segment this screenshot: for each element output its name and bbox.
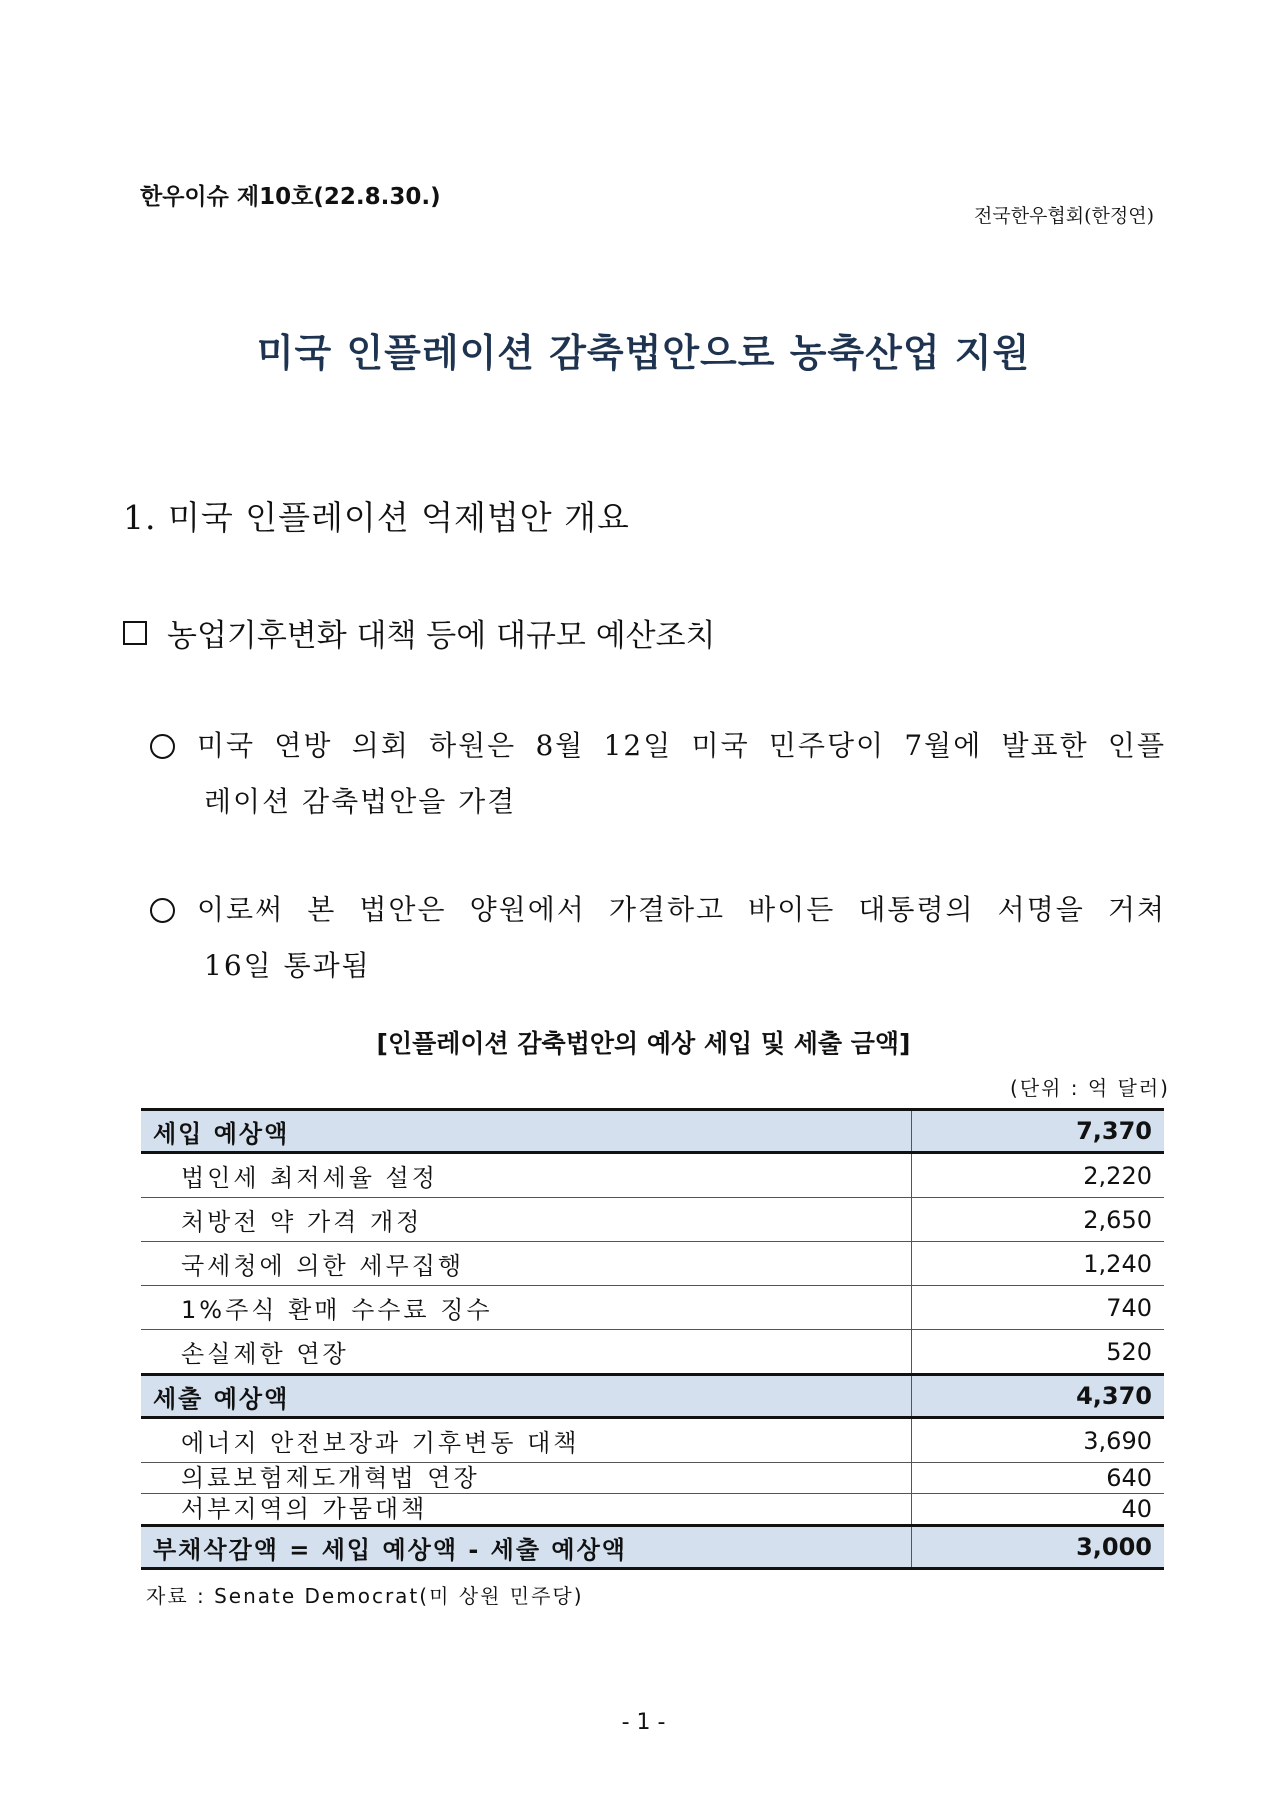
table-row bbox=[141, 1198, 1164, 1242]
row-label: 부채삭감액 = 세입 예상액 - 세출 예상액 bbox=[141, 1526, 912, 1569]
budget-table bbox=[141, 1108, 1164, 1570]
row-value: 1,240 bbox=[912, 1242, 1165, 1286]
bullet-line: 이로써 본 법안은 양원에서 가결하고 바이든 대통령의 서명을 거쳐 bbox=[197, 893, 1166, 926]
circle-bullet-icon bbox=[150, 734, 175, 759]
row-label: 서부지역의 가뭄대책 bbox=[141, 1494, 912, 1526]
row-value: 3,000 bbox=[912, 1526, 1165, 1569]
bullet-item bbox=[150, 882, 1166, 994]
table-row bbox=[141, 1418, 1164, 1463]
square-bullet-icon bbox=[123, 621, 147, 645]
row-label: 세입 예상액 bbox=[141, 1110, 912, 1153]
row-value: 640 bbox=[912, 1463, 1165, 1494]
bullet-line: 16일 통과됨 bbox=[204, 949, 371, 982]
table-row-total bbox=[141, 1110, 1164, 1153]
table-row-total bbox=[141, 1375, 1164, 1418]
table-row bbox=[141, 1153, 1164, 1198]
unit-note: (단위 : 억 달러) bbox=[1009, 1076, 1170, 1100]
table-row bbox=[141, 1286, 1164, 1330]
row-value: 2,650 bbox=[912, 1198, 1165, 1242]
row-label: 의료보험제도개혁법 연장 bbox=[141, 1463, 912, 1494]
table-row bbox=[141, 1330, 1164, 1375]
row-value: 40 bbox=[912, 1494, 1165, 1526]
row-value: 7,370 bbox=[912, 1110, 1165, 1153]
row-label: 세출 예상액 bbox=[141, 1375, 912, 1418]
section-heading: 1. 미국 인플레이션 억제법안 개요 bbox=[123, 498, 630, 537]
table-caption: [인플레이션 감축법안의 예상 세입 및 세출 금액] bbox=[376, 1029, 911, 1058]
row-label: 처방전 약 가격 개정 bbox=[141, 1198, 912, 1242]
row-value: 740 bbox=[912, 1286, 1165, 1330]
row-value: 4,370 bbox=[912, 1375, 1165, 1418]
row-label: 에너지 안전보장과 기후변동 대책 bbox=[141, 1418, 912, 1463]
org-label: 전국한우협회(한정연) bbox=[973, 205, 1154, 227]
issue-label: 한우이슈 제10호(22.8.30.) bbox=[140, 184, 441, 210]
table-row bbox=[141, 1242, 1164, 1286]
row-label: 법인세 최저세율 설정 bbox=[141, 1153, 912, 1198]
source-note: 자료 : Senate Democrat(미 상원 민주당) bbox=[146, 1584, 584, 1608]
table-row bbox=[141, 1463, 1164, 1494]
row-value: 3,690 bbox=[912, 1418, 1165, 1463]
row-value: 2,220 bbox=[912, 1153, 1165, 1198]
bullet-line: 미국 연방 의회 하원은 8월 12일 미국 민주당이 7월에 발표한 인플 bbox=[197, 729, 1166, 762]
table-row bbox=[141, 1494, 1164, 1526]
sub-heading-text: 농업기후변화 대책 등에 대규모 예산조치 bbox=[167, 618, 716, 654]
table-row-total bbox=[141, 1526, 1164, 1569]
bullet-line: 레이션 감축법안을 가결 bbox=[204, 785, 517, 818]
bullet-item bbox=[150, 718, 1166, 830]
row-label: 손실제한 연장 bbox=[141, 1330, 912, 1375]
row-label: 국세청에 의한 세무집행 bbox=[141, 1242, 912, 1286]
circle-bullet-icon bbox=[150, 898, 175, 923]
page-title: 미국 인플레이션 감축법안으로 농축산업 지원 bbox=[256, 331, 1031, 375]
row-value: 520 bbox=[912, 1330, 1165, 1375]
page-number: - 1 - bbox=[621, 1710, 666, 1735]
row-label: 1%주식 환매 수수료 징수 bbox=[141, 1286, 912, 1330]
sub-heading bbox=[123, 610, 716, 655]
